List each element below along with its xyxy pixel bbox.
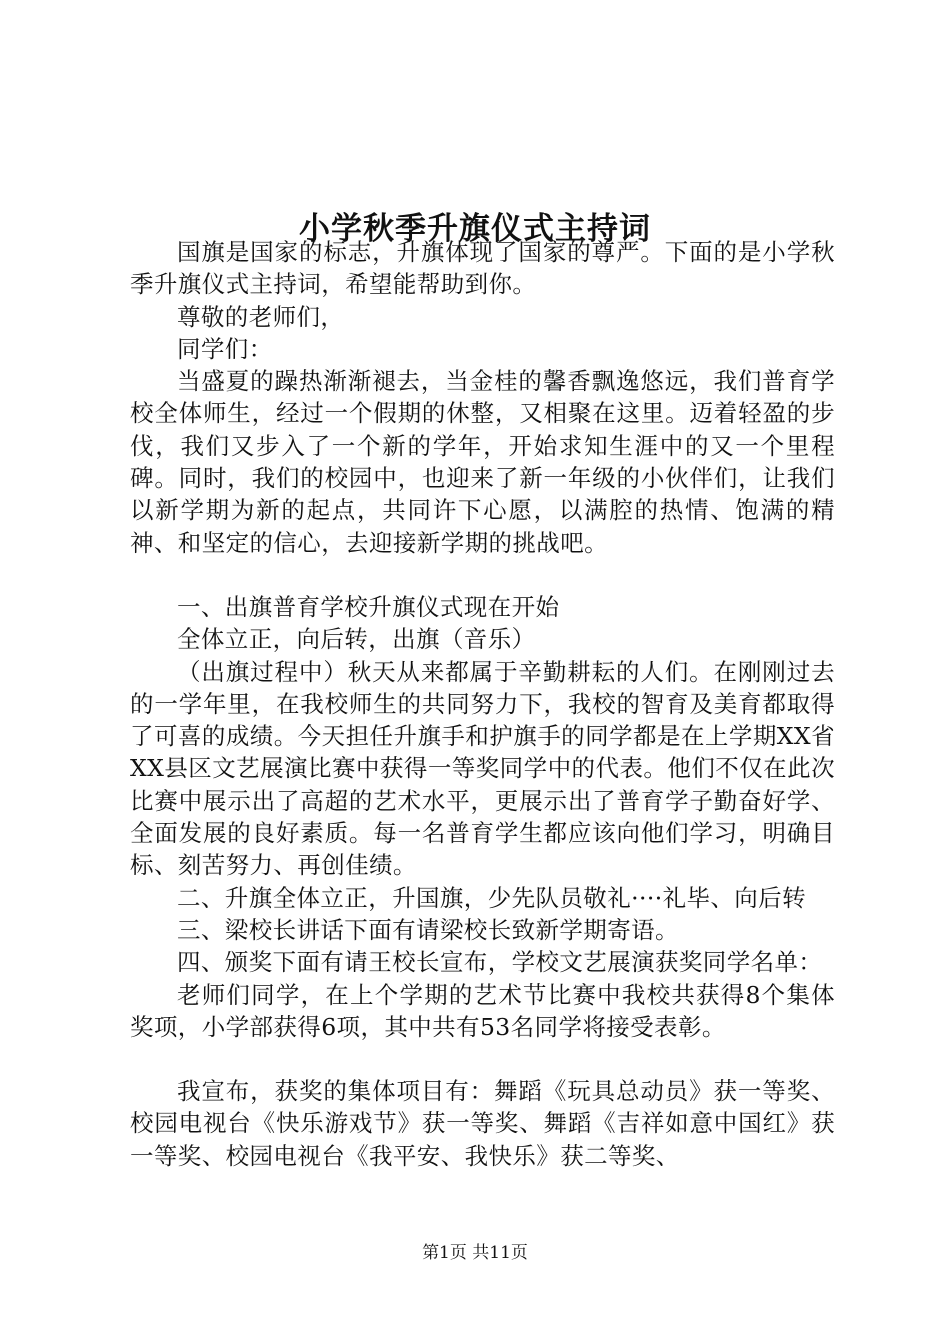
paragraph-awards-summary: 老师们同学，在上个学期的艺术节比赛中我校共获得8个集体奖项，小学部获得6项，其中共有53名同学将接受表彰。	[130, 980, 835, 1041]
paragraph-awards-list: 我宣布，获奖的集体项目有：舞蹈《玩具总动员》获一等奖、校园电视台《快乐游戏节》获一等奖、舞蹈《吉祥如意中国红》获一等奖、校园电视台《我平安、我快乐》获二等奖、	[130, 1077, 835, 1170]
paragraph-instruction: 全体立正，向后转，出旗（音乐）	[177, 625, 536, 654]
paragraph-salutation-teachers: 尊敬的老师们，	[177, 302, 345, 331]
paragraph-flag-process: （出旗过程中）秋天从来都属于辛勤耕耘的人们。在刚刚过去的一学年里，在我校师生的共同努力下，我校的智育及美育都取得了可喜的成绩。今天担任升旗手和护旗手的同学都是在上学期XX省XX县区文艺展演比赛中获得一等奖同学中的代表。他们不仅在此次比赛中展示出了高超的艺术水平，更展示出了普育学子勤奋好学、全面发展的良好素质。每一名普育学生都应该向他们学习，明确目标、刻苦努力、再创佳绩。	[130, 657, 835, 880]
paragraph-opening: 当盛夏的躁热渐渐褪去，当金桂的馨香飘逸悠远，我们普育学校全体师生，经过一个假期的休整，又相聚在这里。迈着轻盈的步伐，我们又步入了一个新的学年，开始求知生涯中的又一个里程碑。同时，我们的校园中，也迎来了新一年级的小伙伴们，让我们以新学期为新的起点，共同许下心愿，以满腔的热情、饱满的精神、和坚定的信心，去迎接新学期的挑战吧。	[130, 367, 835, 557]
document-title: 小学秋季升旗仪式主持词	[299, 210, 651, 247]
paragraph-salutation-students: 同学们：	[177, 334, 273, 363]
page-footer: 第1页 共11页	[422, 1243, 528, 1263]
paragraph-intro: 国旗是国家的标志，升旗体现了国家的尊严。下面的是小学秋季升旗仪式主持词，希望能帮助到你。	[130, 238, 835, 299]
paragraph-section-1: 一、出旗普育学校升旗仪式现在开始	[177, 592, 560, 621]
paragraph-section-2: 二、升旗全体立正，升国旗，少先队员敬礼····礼毕、向后转	[177, 883, 806, 912]
document-body	[130, 236, 835, 1172]
paragraph-section-3: 三、梁校长讲话下面有请梁校长致新学期寄语。	[177, 915, 679, 944]
paragraph-section-4: 四、颁奖下面有请王校长宣布，学校文艺展演获奖同学名单：	[177, 948, 823, 977]
